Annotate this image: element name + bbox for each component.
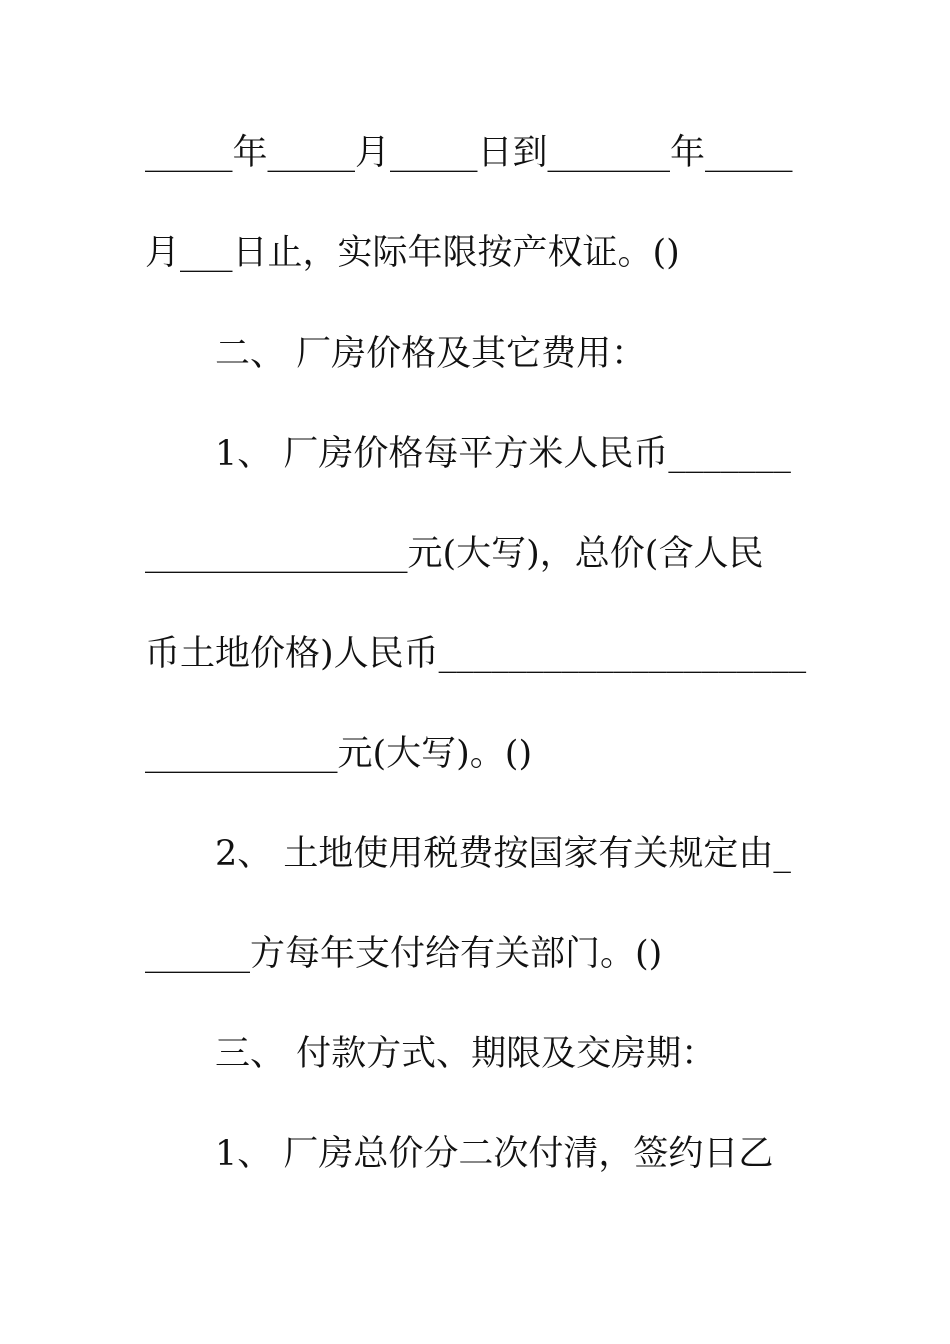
text-line-4: 1、 厂房价格每平方米人民币_______	[215, 434, 791, 474]
text-line-1: _____年_____月_____日到_______年_____	[145, 133, 793, 173]
text-line-2: 月___日止，实际年限按产权证。()	[145, 233, 680, 273]
text-line-8: 2、 土地使用税费按国家有关规定由_	[215, 834, 791, 874]
text-line-7: ___________元(大写)。()	[145, 734, 533, 774]
text-line-11: 1、 厂房总价分二次付清，签约日乙	[215, 1134, 774, 1174]
section-heading-2: 二、 厂房价格及其它费用：	[215, 334, 647, 374]
section-heading-3: 三、 付款方式、期限及交房期：	[215, 1034, 717, 1074]
text-line-6: 币土地价格)人民币_____________________	[145, 634, 807, 674]
text-line-9: ______方每年支付给有关部门。()	[145, 934, 663, 974]
text-line-5: _______________元(大写)，总价(含人民	[145, 534, 764, 574]
